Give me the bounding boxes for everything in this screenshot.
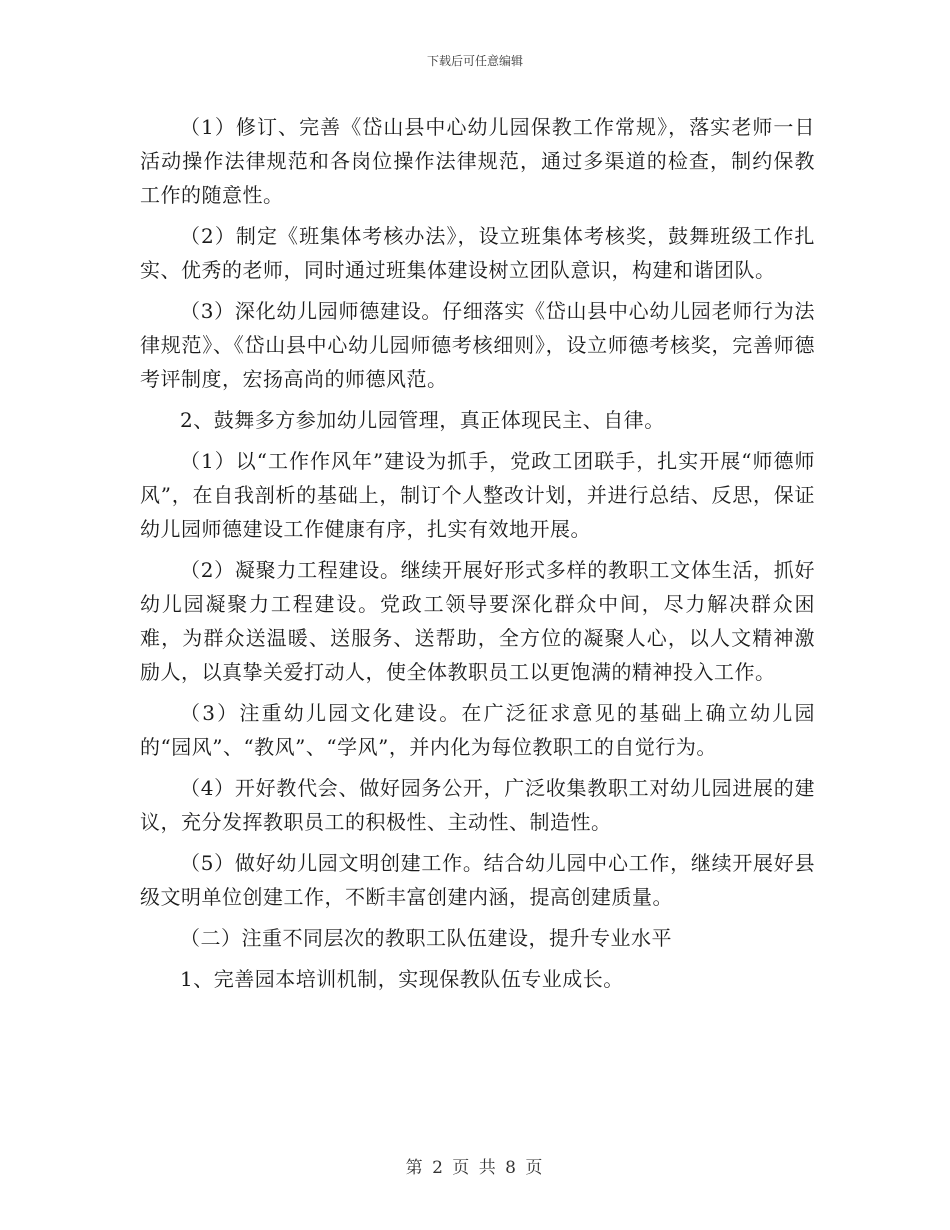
paragraph-11: 1、完善园本培训机制，实现保教队伍专业成长。 <box>180 967 624 991</box>
document-body <box>140 110 815 1003</box>
paragraph-4: 2、鼓舞多方参加幼儿园管理，真正体现民主、自律。 <box>180 408 665 432</box>
page-header: 下载后可任意编辑 <box>426 54 523 68</box>
paragraph-7: （3）注重幼儿园文化建设。在广泛征求意见的基础上确立幼儿园的“园风”、“教风”、“学风”，并内化为每位教职工的自觉行为。 <box>140 701 815 759</box>
paragraph-8: （4）开好教代会、做好园务公开，广泛收集教职工对幼儿园进展的建议，充分发挥教职员工的积极性、主动性、制造性。 <box>140 776 815 834</box>
paragraph-2: （2）制定《班集体考核办法》，设立班集体考核奖，鼓舞班级工作扎实、优秀的老师，同时通过班集体建设树立团队意识，构建和谐团队。 <box>140 224 815 282</box>
paragraph-5: （1）以“工作作风年”建设为抓手，党政工团联手，扎实开展“师德师风”，在自我剖析的基础上，制订个人整改计划，并进行总结、反思，保证幼儿园师德建设工作健康有序，扎实有效地开展。 <box>140 449 815 541</box>
paragraph-9: （5）做好幼儿园文明创建工作。结合幼儿园中心工作，继续开展好县级文明单位创建工作，不断丰富创建内涵，提高创建质量。 <box>140 851 815 909</box>
paragraph-6: （2）凝聚力工程建设。继续开展好形式多样的教职工文体生活，抓好幼儿园凝聚力工程建设。党政工领导要深化群众中间，尽力解决群众困难，为群众送温暖、送服务、送帮助，全方位的凝聚人心，以人文精神激励人，以真挚关爱打动人，使全体教职员工以更饱满的精神投入工作。 <box>140 558 815 684</box>
section-heading: （二）注重不同层次的教职工队伍建设，提升专业水平 <box>180 926 672 950</box>
paragraph-1: （1）修订、完善《岱山县中心幼儿园保教工作常规》，落实老师一日活动操作法律规范和各岗位操作法律规范，通过多渠道的检查，制约保教工作的随意性。 <box>140 115 815 207</box>
page-number: 第 2 页 共 8 页 <box>405 1158 545 1178</box>
paragraph-3: （3）深化幼儿园师德建设。仔细落实《岱山县中心幼儿园老师行为法律规范》、《岱山县中心幼儿园师德考核细则》，设立师德考核奖，完善师德考评制度，宏扬高尚的师德风范。 <box>140 299 815 391</box>
